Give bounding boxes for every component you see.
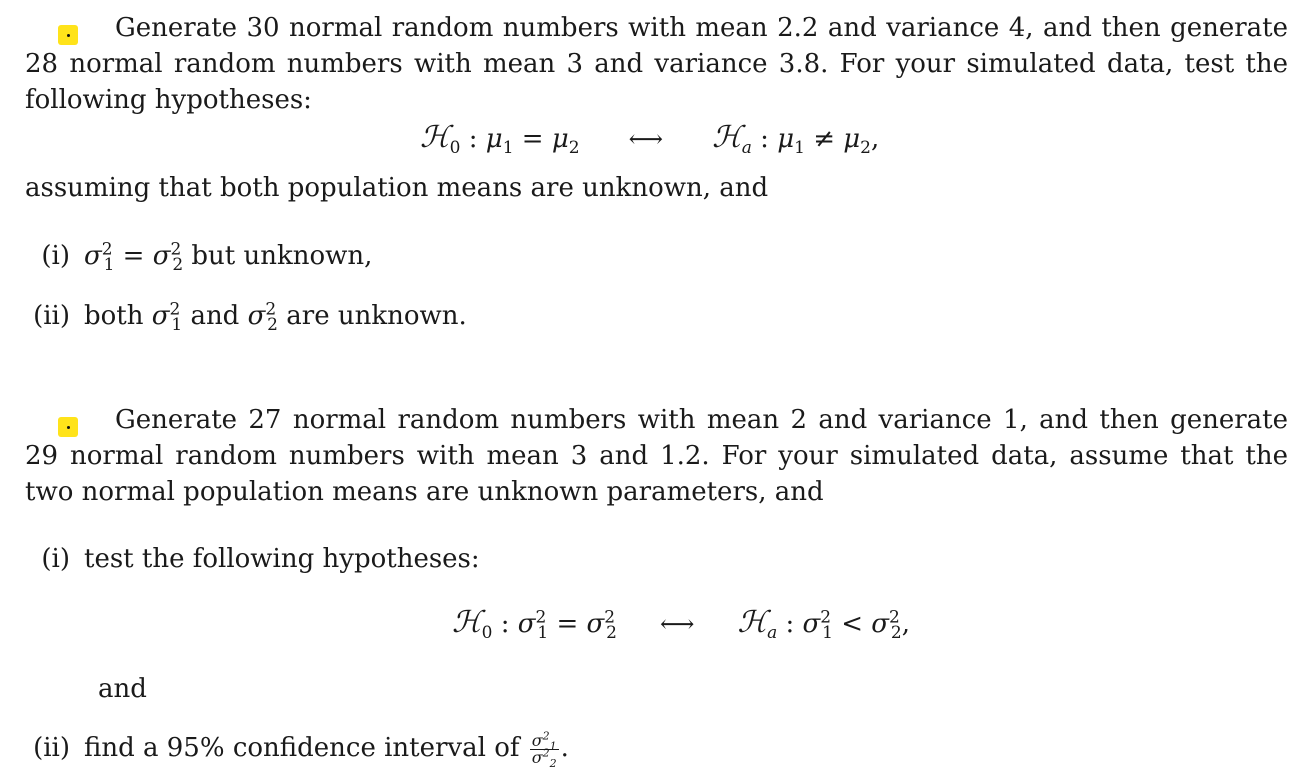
problem-1-text: Generate 30 normal random numbers with mean 2.2 and variance 4, and then generate 28 normal random numbers with mean 3 and variance 3.8. For your simulated data, test the following hypotheses:	[25, 13, 1288, 115]
problem-2	[25, 402, 1288, 510]
list-item	[0, 541, 480, 577]
list-item: (ii) both $\sigma^2_1$ and $\sigma^2_2$ are unknown.	[0, 298, 467, 334]
hypothesis-equation-2: ℋ$_0$ : $\sigma^2_1 = \sigma^2_2$ ⟷ ℋ$_a$ : $\sigma^2_1 < \sigma^2_2$,	[452, 605, 910, 644]
item-text: and	[190, 301, 240, 331]
item-text: both	[84, 301, 144, 331]
item-label: (i)	[41, 241, 70, 271]
item-label: (ii)	[33, 733, 70, 763]
assumption-text: assuming that both population means are unknown, and	[25, 173, 769, 203]
hypothesis-equation-1: ℋ$_0$ : $\mu_1 = \mu_2$ ⟷ ℋ$_a$ : $\mu_1 \ne \mu_2$,	[420, 120, 880, 159]
list-item: (ii) find a 95% confidence interval of $\frac{\sigma^2_1}{\sigma^2_2}$ .	[0, 730, 569, 766]
item-text: test the following hypotheses:	[84, 544, 480, 574]
problem-2-text: Generate 27 normal random numbers with mean 2 and variance 1, and then generate 29 normal random numbers with mean 3 and 1.2. For your simulated data, assume that the two normal population means are unknown parameters, and	[25, 405, 1288, 507]
variance-ratio: $\frac{\sigma^2_1}{\sigma^2_2}$	[531, 729, 557, 770]
problem-1	[25, 10, 1288, 118]
list-item: (i) $\sigma^2_1 = \sigma^2_2$ but unknown,	[0, 238, 372, 274]
connector: and	[98, 674, 147, 704]
item-text: find a 95% confidence interval of	[84, 733, 520, 763]
item-text: but unknown,	[191, 241, 373, 271]
item-label: (ii)	[33, 301, 70, 331]
assumption	[25, 170, 1288, 206]
item-label: (i)	[41, 544, 70, 574]
item-text: are unknown.	[286, 301, 467, 331]
